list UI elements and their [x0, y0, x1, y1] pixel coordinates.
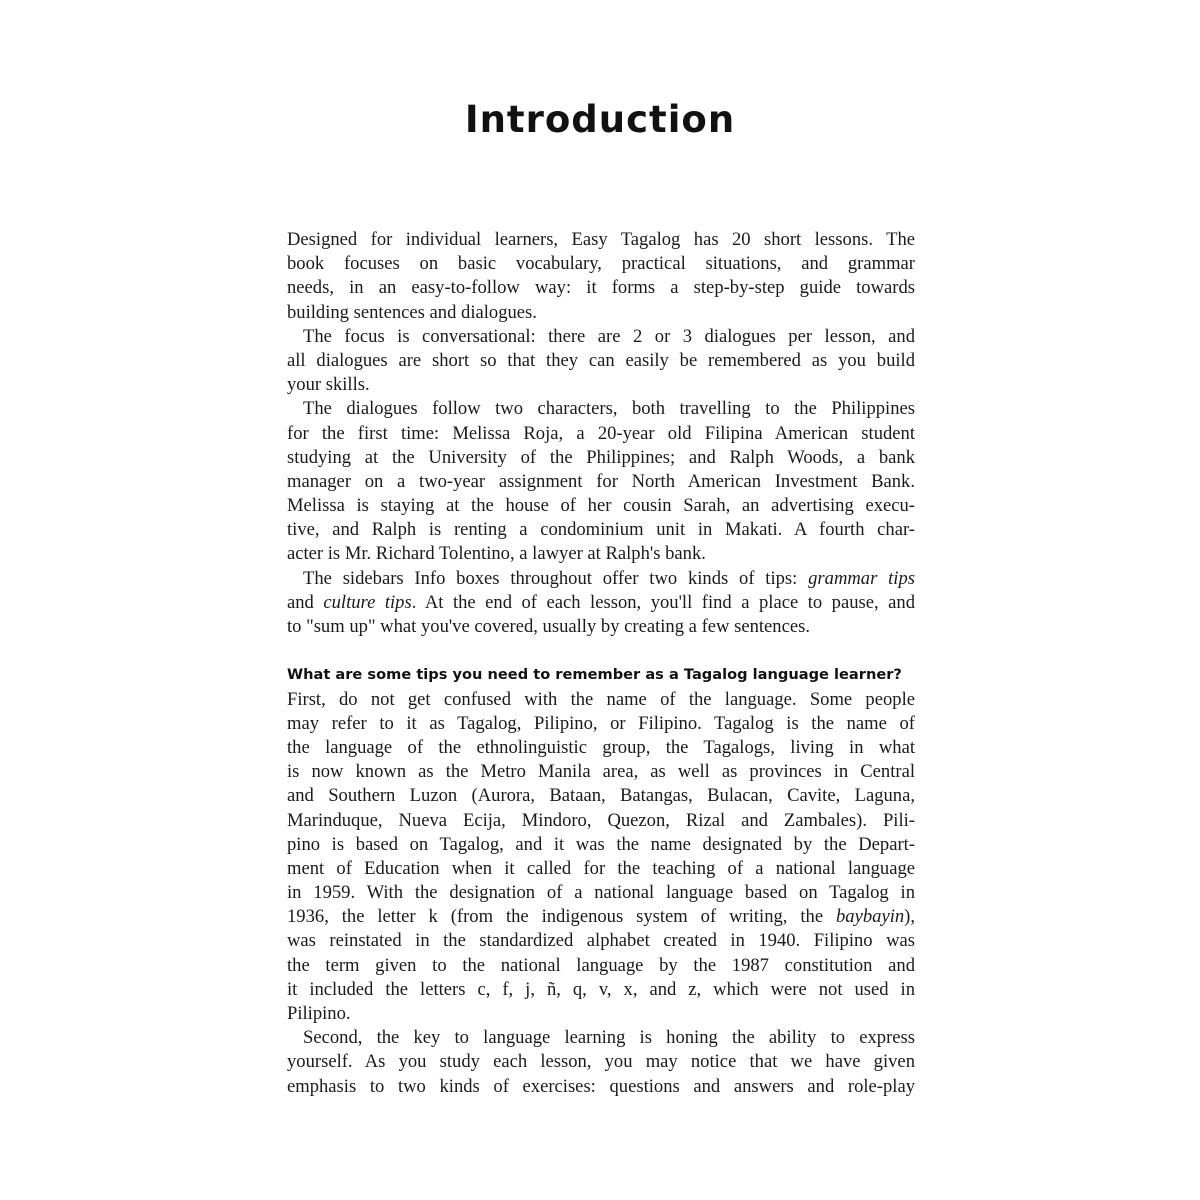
text-line: [287, 591, 915, 615]
text-line: [287, 325, 915, 349]
text-segment: The dialogues follow two characters, both travelling to the Philippines: [303, 398, 915, 420]
text-segment: Second, the key to language learning is honing the ability to express: [303, 1027, 915, 1049]
text-line: [287, 276, 915, 300]
text-line: [287, 736, 915, 760]
text-segment: your skills.: [287, 374, 370, 396]
text-line: [287, 446, 915, 470]
text-segment: the language of the ethnolinguistic group, the Tagalogs, living in what: [287, 736, 915, 758]
text-segment: tive, and Ralph is renting a condominium unit in Makati. A fourth char-: [287, 519, 915, 541]
text-segment: book focuses on basic vocabulary, practical situations, and grammar: [287, 253, 915, 275]
text-segment: and Southern Luzon (Aurora, Bataan, Batangas, Bulacan, Cavite, Laguna,: [287, 785, 915, 807]
text-line: [287, 301, 915, 325]
text-line: [287, 615, 915, 639]
text-line: [287, 228, 915, 252]
paragraph: [287, 688, 915, 1027]
text-line: [287, 1026, 915, 1050]
text-segment: Pilipino.: [287, 1003, 351, 1024]
text-line: [287, 1002, 915, 1026]
text-line: [287, 518, 915, 542]
paragraph: [287, 325, 915, 398]
text-line: [287, 784, 915, 808]
italic-term: grammar tips: [808, 567, 915, 589]
text-line: [287, 494, 915, 518]
text-line: [287, 470, 915, 494]
text-segment: acter is Mr. Richard Tolentino, a lawyer at Ralph's bank.: [287, 543, 706, 565]
text-segment: needs, in an easy-to-follow way: it forms a step-by-step guide towards: [287, 277, 915, 299]
text-segment: ),: [904, 906, 915, 928]
text-line: [287, 857, 915, 881]
page-title: Introduction: [464, 98, 736, 141]
text-line: [287, 397, 915, 421]
text-segment: manager on a two-year assignment for North American Investment Bank.: [287, 470, 915, 492]
text-segment: pino is based on Tagalog, and it was the name designated by the Depart-: [287, 833, 915, 855]
text-segment: and: [287, 591, 324, 613]
text-line: [287, 760, 915, 784]
text-segment: yourself. As you study each lesson, you may notice that we have given: [287, 1051, 915, 1073]
text-segment: in 1959. With the designation of a national language based on Tagalog in: [287, 882, 915, 904]
text-line: [287, 373, 915, 397]
paragraph: [287, 1026, 915, 1099]
text-line: [287, 978, 915, 1002]
text-line: [287, 833, 915, 857]
text-segment: Marinduque, Nueva Ecija, Mindoro, Quezon, Rizal and Zambales). Pili-: [287, 809, 915, 831]
text-line: [287, 422, 915, 446]
text-line: [287, 881, 915, 905]
text-segment: building sentences and dialogues.: [287, 301, 537, 323]
text-segment: is now known as the Metro Manila area, as well as provinces in Central: [287, 761, 915, 783]
text-segment: Melissa is staying at the house of her cousin Sarah, an advertising execu-: [287, 495, 915, 517]
text-segment: 1936, the letter k (from the indigenous system of writing, the: [287, 906, 836, 928]
text-line: [287, 929, 915, 953]
text-segment: to "sum up" what you've covered, usually by creating a few sentences.: [287, 616, 810, 637]
text-segment: First, do not get confused with the name of the language. Some people: [287, 688, 915, 710]
paragraph: [287, 567, 915, 640]
body-text: [287, 228, 915, 1099]
text-line: [287, 542, 915, 566]
text-segment: may refer to it as Tagalog, Pilipino, or Filipino. Tagalog is the name of: [287, 712, 915, 734]
text-line: [287, 252, 915, 276]
text-segment: ment of Education when it called for the teaching of a national language: [287, 857, 915, 879]
text-line: [287, 349, 915, 373]
italic-term: baybayin: [836, 906, 905, 928]
text-segment: The sidebars Info boxes throughout offer two kinds of tips:: [303, 567, 809, 589]
text-segment: emphasis to two kinds of exercises: questions and answers and role-play: [287, 1075, 915, 1097]
text-line: [287, 954, 915, 978]
section-heading: What are some tips you need to remember as a Tagalog language learner?: [287, 666, 902, 684]
text-segment: studying at the University of the Philippines; and Ralph Woods, a bank: [287, 446, 915, 468]
text-line: [287, 1075, 915, 1099]
text-segment: The focus is conversational: there are 2 or 3 dialogues per lesson, and: [303, 325, 915, 347]
text-segment: was reinstated in the standardized alphabet created in 1940. Filipino was: [287, 930, 915, 952]
paragraph: [287, 228, 915, 325]
text-line: [287, 905, 915, 929]
text-segment: . At the end of each lesson, you'll find a place to pause, and: [411, 591, 915, 613]
text-line: [287, 809, 915, 833]
text-line: [287, 688, 915, 712]
text-segment: Designed for individual learners, Easy Tagalog has 20 short lessons. The: [287, 229, 915, 250]
text-line: [287, 712, 915, 736]
text-segment: for the first time: Melissa Roja, a 20-year old Filipina American student: [287, 422, 915, 444]
text-line: [287, 567, 915, 591]
text-segment: the term given to the national language by the 1987 constitution and: [287, 954, 915, 976]
italic-term: culture tips: [323, 591, 412, 613]
paragraph: [287, 397, 915, 566]
text-line: [287, 1050, 915, 1074]
text-segment: all dialogues are short so that they can easily be remembered as you build: [287, 349, 915, 371]
text-segment: it included the letters c, f, j, ñ, q, v, x, and z, which were not used in: [287, 978, 915, 1000]
